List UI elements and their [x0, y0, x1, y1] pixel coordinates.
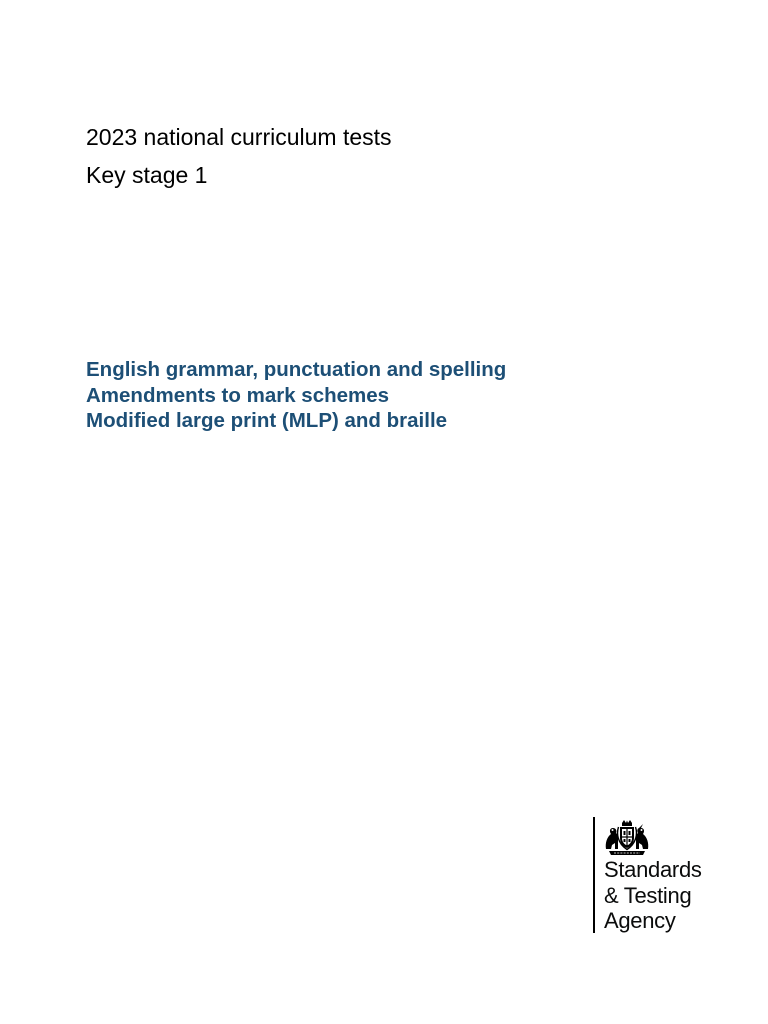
royal-crest-icon	[603, 819, 651, 857]
subject-line-format: Modified large print (MLP) and braille	[86, 409, 448, 432]
logo-divider	[593, 817, 595, 933]
subject-line-subject: English grammar, punctuation and spelling	[86, 358, 507, 381]
logo-line-testing: & Testing	[604, 882, 692, 908]
title-line-year: 2023 national curriculum tests	[86, 124, 392, 150]
logo-line-standards: Standards	[604, 857, 702, 882]
logo-line-agency: Agency	[604, 908, 676, 933]
subject-line-amendments: Amendments to mark schemes	[86, 383, 390, 407]
logo-wordmark	[604, 857, 702, 934]
title-line-key-stage: Key stage 1	[86, 162, 208, 188]
cover-titles	[86, 118, 392, 194]
sta-logo	[593, 817, 723, 933]
subject-heading	[86, 357, 506, 434]
